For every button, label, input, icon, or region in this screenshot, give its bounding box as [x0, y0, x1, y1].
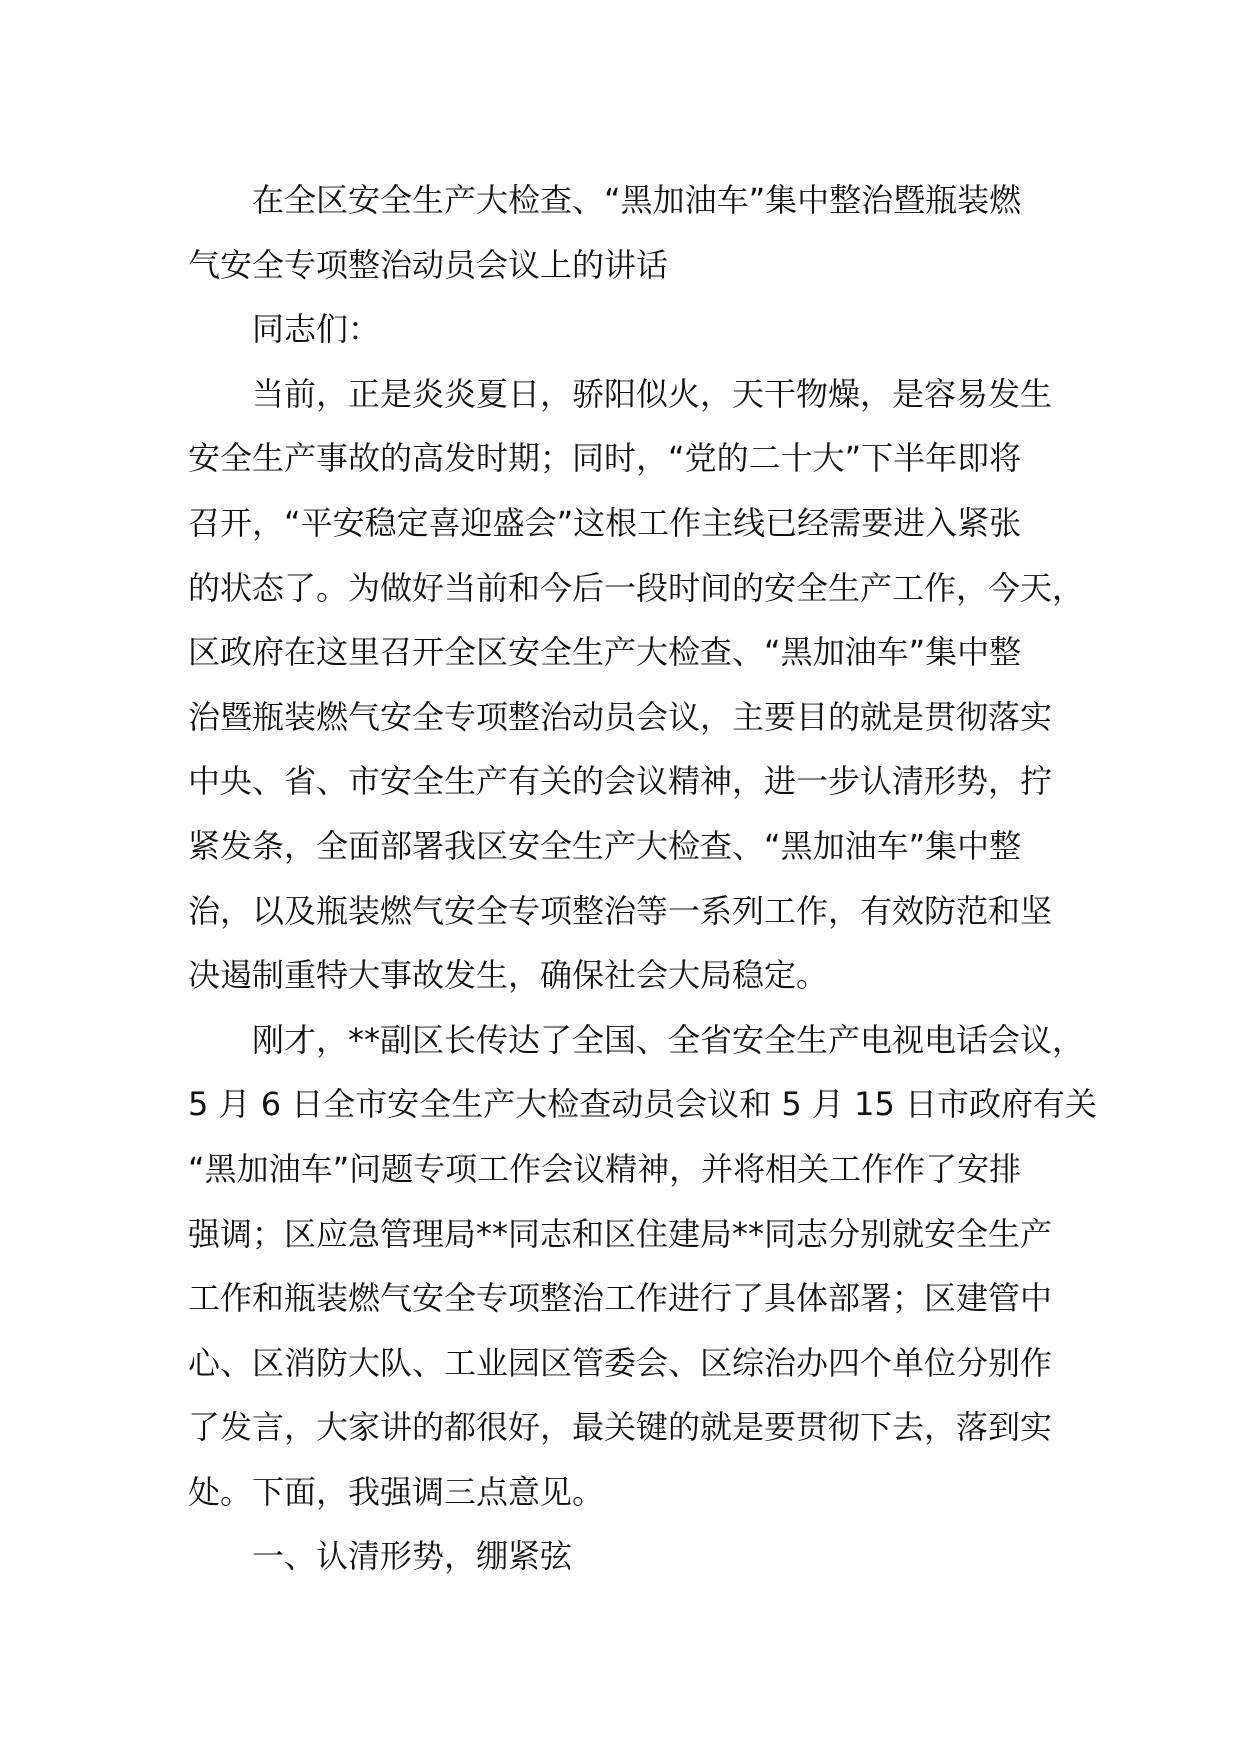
paragraph-line: 心、区消防大队、工业园区管委会、区综治办四个单位分别作 [188, 1343, 1053, 1382]
paragraph-line: “黑加油车”问题专项工作会议精神，并将相关工作作了安排 [188, 1149, 1022, 1188]
paragraph-line: 的状态了。为做好当前和今后一段时间的安全生产工作，今天， [188, 568, 1085, 607]
paragraph-line: 强调；区应急管理局**同志和区住建局**同志分别就安全生产 [188, 1214, 1053, 1253]
paragraph-line: 处。下面，我强调三点意见。 [188, 1472, 605, 1511]
paragraph-line: 紧发条，全面部署我区安全生产大检查、“黑加油车”集中整 [188, 826, 1022, 865]
title-line: 气安全专项整治动员会议上的讲话 [188, 245, 669, 284]
section-heading: 一、认清形势，绷紧弦 [252, 1537, 573, 1576]
title-line: 在全区安全生产大检查、“黑加油车”集中整治暨瓶装燃 [252, 181, 1022, 219]
paragraph-line: 区政府在这里召开全区安全生产大检查、“黑加油车”集中整 [188, 633, 1022, 672]
paragraph-line: 召开，“平安稳定喜迎盛会”这根工作主线已经需要进入紧张 [188, 503, 1022, 542]
paragraph-line: 治暨瓶装燃气安全专项整治动员会议，主要目的就是贯彻落实 [188, 697, 1053, 736]
paragraph-line: 中央、省、市安全生产有关的会议精神，进一步认清形势，拧 [188, 762, 1053, 801]
paragraph-line: 工作和瓶装燃气安全专项整治工作进行了具体部署；区建管中 [188, 1279, 1053, 1318]
paragraph-line: 了发言，大家讲的都很好，最关键的就是要贯彻下去，落到实 [188, 1408, 1053, 1447]
paragraph-line: 5 月 6 日全市安全生产大检查动员会议和 5 月 15 日市政府有关 [188, 1085, 1098, 1124]
paragraph-line: 当前，正是炎炎夏日，骄阳似火，天干物燥，是容易发生 [252, 374, 1053, 413]
paragraph-line: 治，以及瓶装燃气安全专项整治等一系列工作，有效防范和坚 [188, 891, 1053, 930]
salutation: 同志们： [252, 310, 381, 349]
paragraph-line: 安全生产事故的高发时期；同时，“党的二十大”下半年即将 [188, 439, 1022, 478]
paragraph-line: 刚才，**副区长传达了全国、全省安全生产电视电话会议， [252, 1020, 1085, 1059]
document-body [188, 168, 1098, 1589]
paragraph-line: 决遏制重特大事故发生，确保社会大局稳定。 [188, 956, 829, 995]
